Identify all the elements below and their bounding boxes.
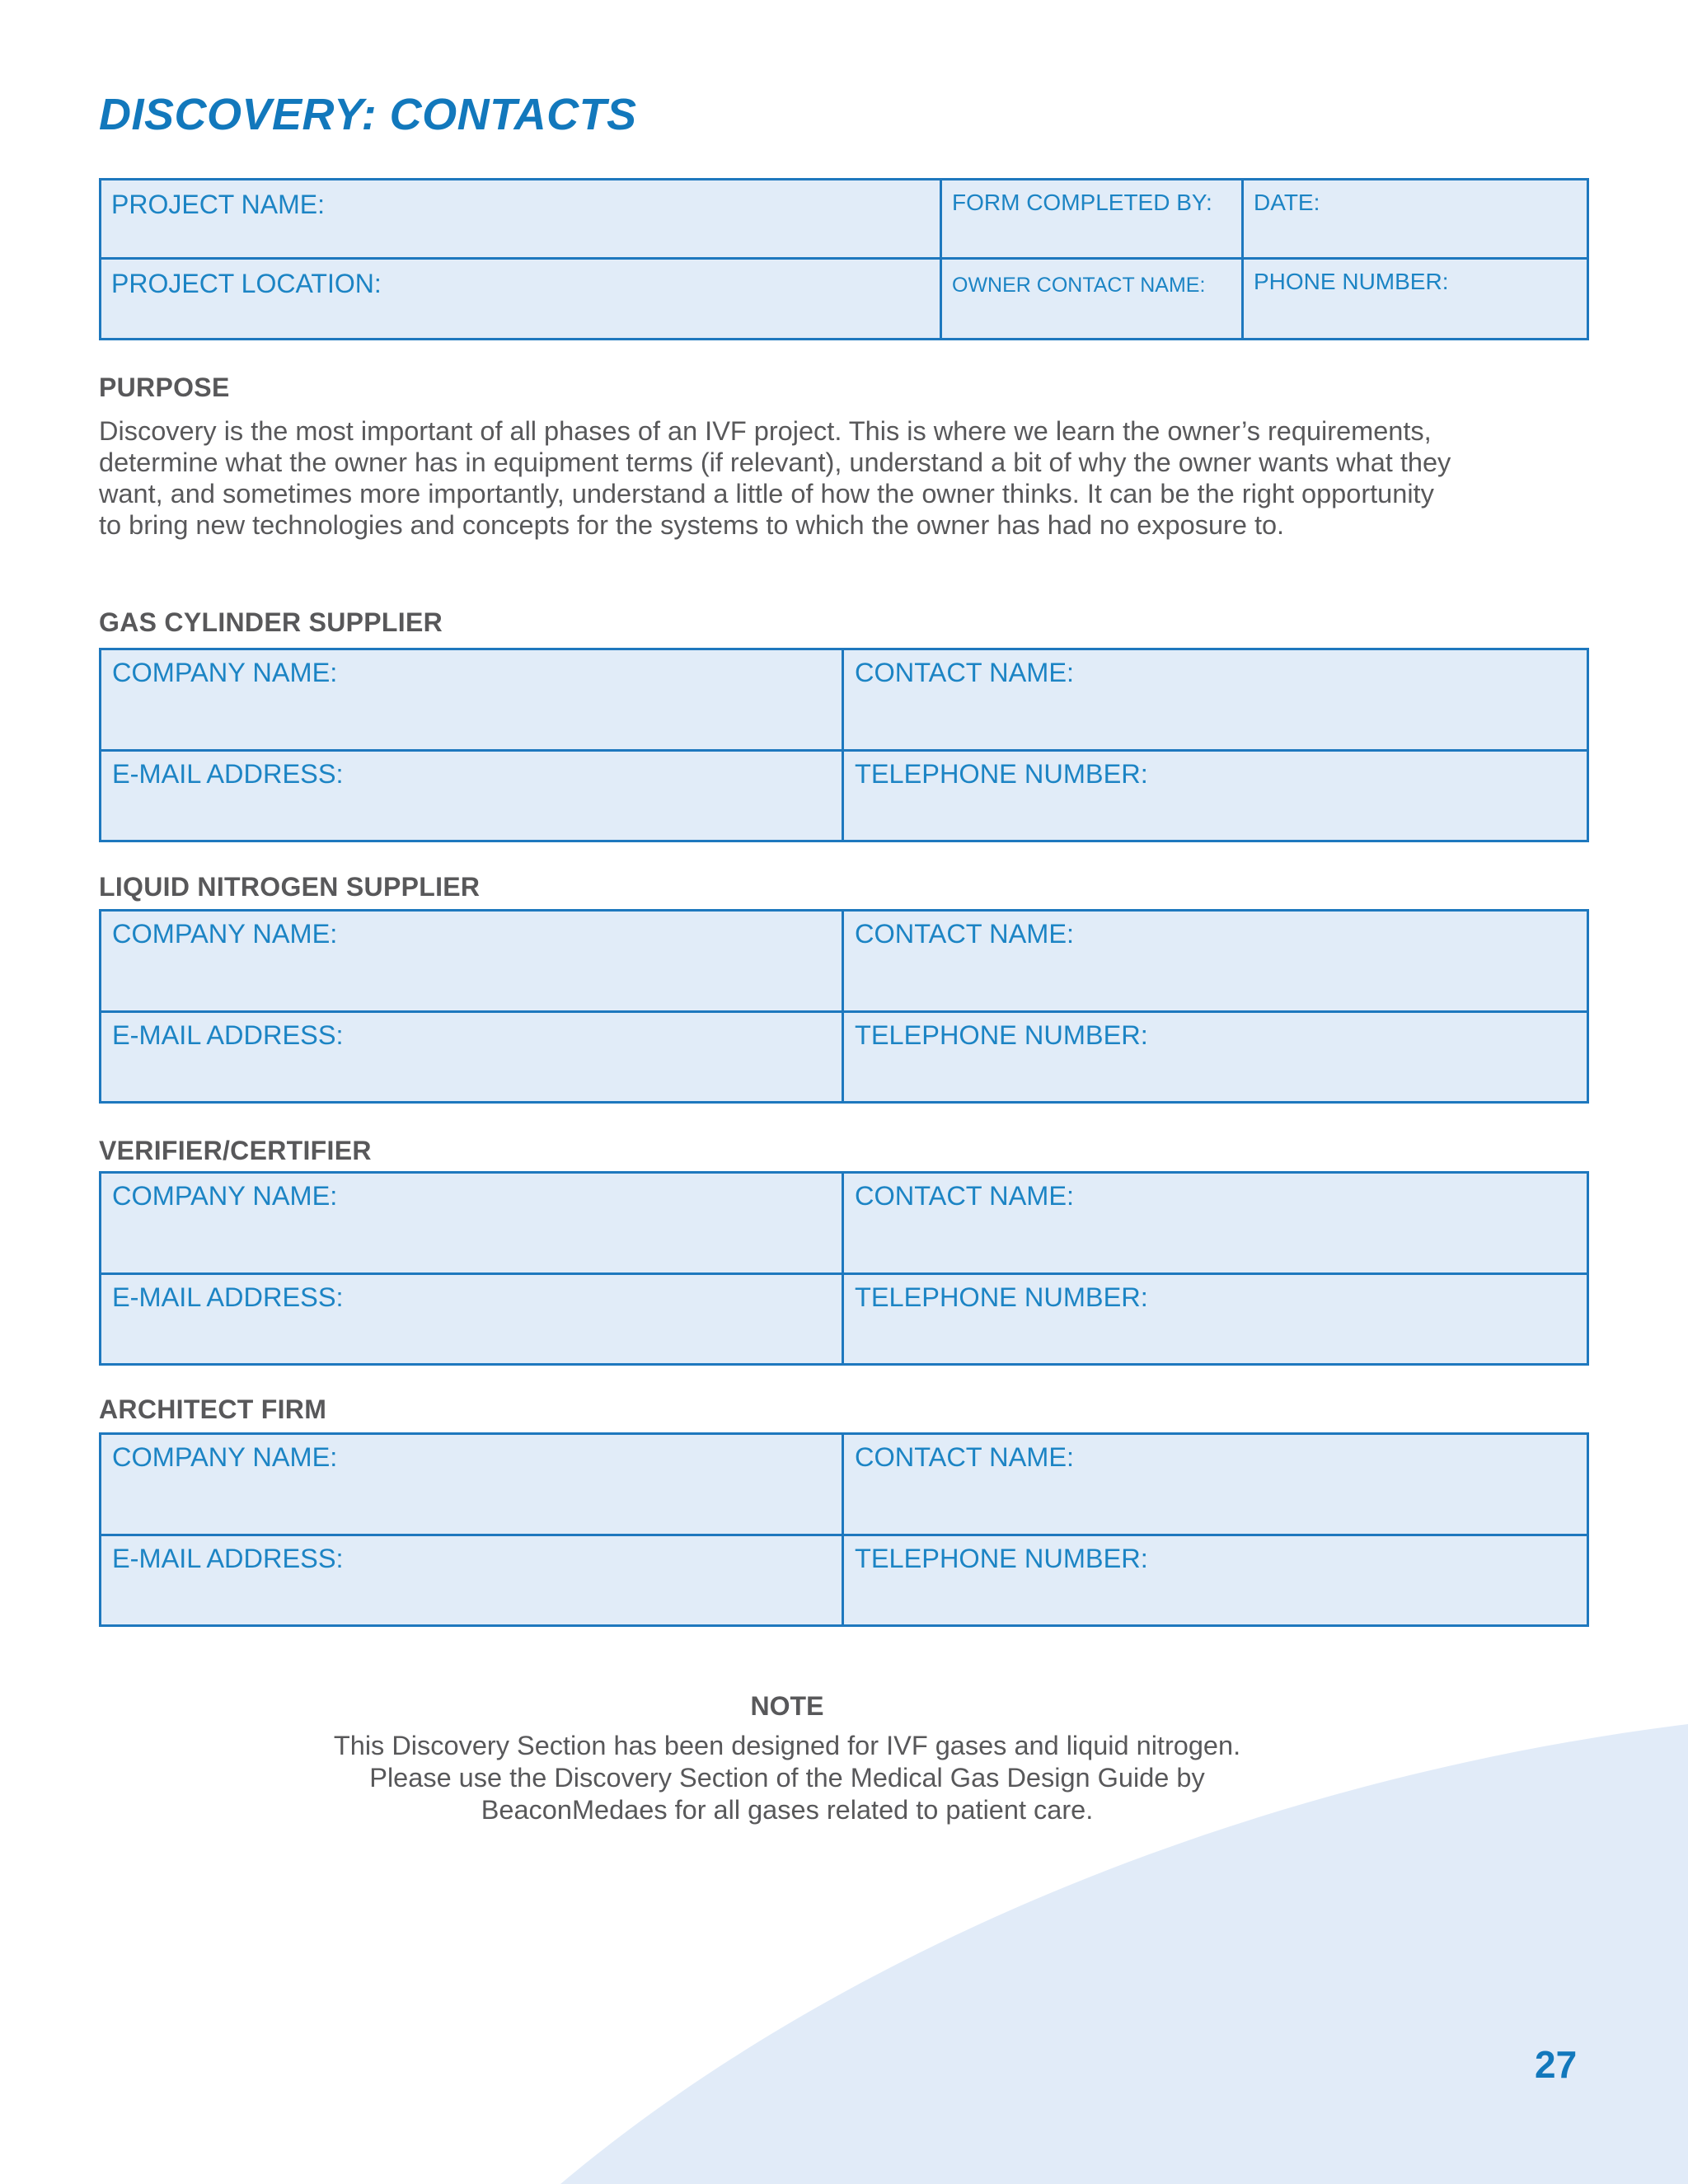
page-title: DISCOVERY: CONTACTS [99, 90, 637, 139]
owner-contact-name-field[interactable]: OWNER CONTACT NAME: [942, 260, 1244, 339]
section-heading-verifier: VERIFIER/CERTIFIER [99, 1136, 372, 1165]
architect-firm-table [99, 1432, 1589, 1627]
email-address-field[interactable]: E-MAIL ADDRESS: [101, 1013, 844, 1101]
project-name-field[interactable]: PROJECT NAME: [101, 180, 942, 260]
section-heading-architect: ARCHITECT FIRM [99, 1394, 327, 1424]
contact-name-field[interactable]: CONTACT NAME: [844, 1174, 1587, 1275]
note-line: This Discovery Section has been designed for IVF gases and liquid nitrogen. [333, 1731, 1241, 1760]
section-heading-gas-cylinder: GAS CYLINDER SUPPLIER [99, 607, 443, 637]
contact-name-field[interactable]: CONTACT NAME: [844, 912, 1587, 1013]
telephone-number-field[interactable]: TELEPHONE NUMBER: [855, 1544, 1148, 1573]
contact-name-field[interactable]: CONTACT NAME: [844, 1435, 1587, 1536]
phone-number-field[interactable]: PHONE NUMBER: [1254, 268, 1449, 294]
section-heading-liquid-nitrogen: LIQUID NITROGEN SUPPLIER [99, 872, 481, 902]
verifier-certifier-table [99, 1171, 1589, 1366]
liquid-nitrogen-supplier-table [99, 909, 1589, 1104]
note-line: BeaconMedaes for all gases related to patient care. [481, 1795, 1094, 1825]
note-line: Please use the Discovery Section of the Medical Gas Design Guide by [369, 1763, 1205, 1793]
purpose-line: want, and sometimes more importantly, understand a little of how the owner thinks. It can be the right opportunity [99, 479, 1434, 509]
company-name-field[interactable]: COMPANY NAME: [101, 1435, 844, 1536]
company-name-field[interactable]: COMPANY NAME: [101, 1174, 844, 1275]
project-info-table [99, 178, 1589, 340]
date-field[interactable]: DATE: [1244, 180, 1587, 260]
purpose-paragraph [99, 415, 1589, 541]
telephone-number-field[interactable]: TELEPHONE NUMBER: [855, 759, 1148, 789]
contact-name-field[interactable]: CONTACT NAME: [844, 650, 1587, 752]
page [99, 0, 1589, 2184]
email-address-field[interactable]: E-MAIL ADDRESS: [101, 752, 844, 840]
company-name-field[interactable]: COMPANY NAME: [101, 650, 844, 752]
purpose-line: determine what the owner has in equipment terms (if relevant), understand a bit of why the owner wants what they [99, 448, 1451, 477]
purpose-heading: PURPOSE [99, 373, 230, 402]
form-completed-by-field[interactable]: FORM COMPLETED BY: [942, 180, 1244, 260]
telephone-number-field[interactable]: TELEPHONE NUMBER: [855, 1282, 1148, 1312]
email-address-field[interactable]: E-MAIL ADDRESS: [101, 1536, 844, 1624]
note-heading: NOTE [750, 1691, 824, 1721]
note-block [99, 1691, 1475, 1826]
email-address-field[interactable]: E-MAIL ADDRESS: [101, 1275, 844, 1363]
purpose-line: to bring new technologies and concepts for the systems to which the owner has had no exposure to. [99, 510, 1285, 540]
gas-cylinder-supplier-table [99, 648, 1589, 842]
purpose-line: Discovery is the most important of all phases of an IVF project. This is where we learn the owner’s requirements, [99, 416, 1432, 446]
project-location-field[interactable]: PROJECT LOCATION: [101, 260, 942, 339]
telephone-number-field[interactable]: TELEPHONE NUMBER: [855, 1020, 1148, 1050]
company-name-field[interactable]: COMPANY NAME: [101, 912, 844, 1013]
page-number: 27 [1535, 2043, 1578, 2086]
